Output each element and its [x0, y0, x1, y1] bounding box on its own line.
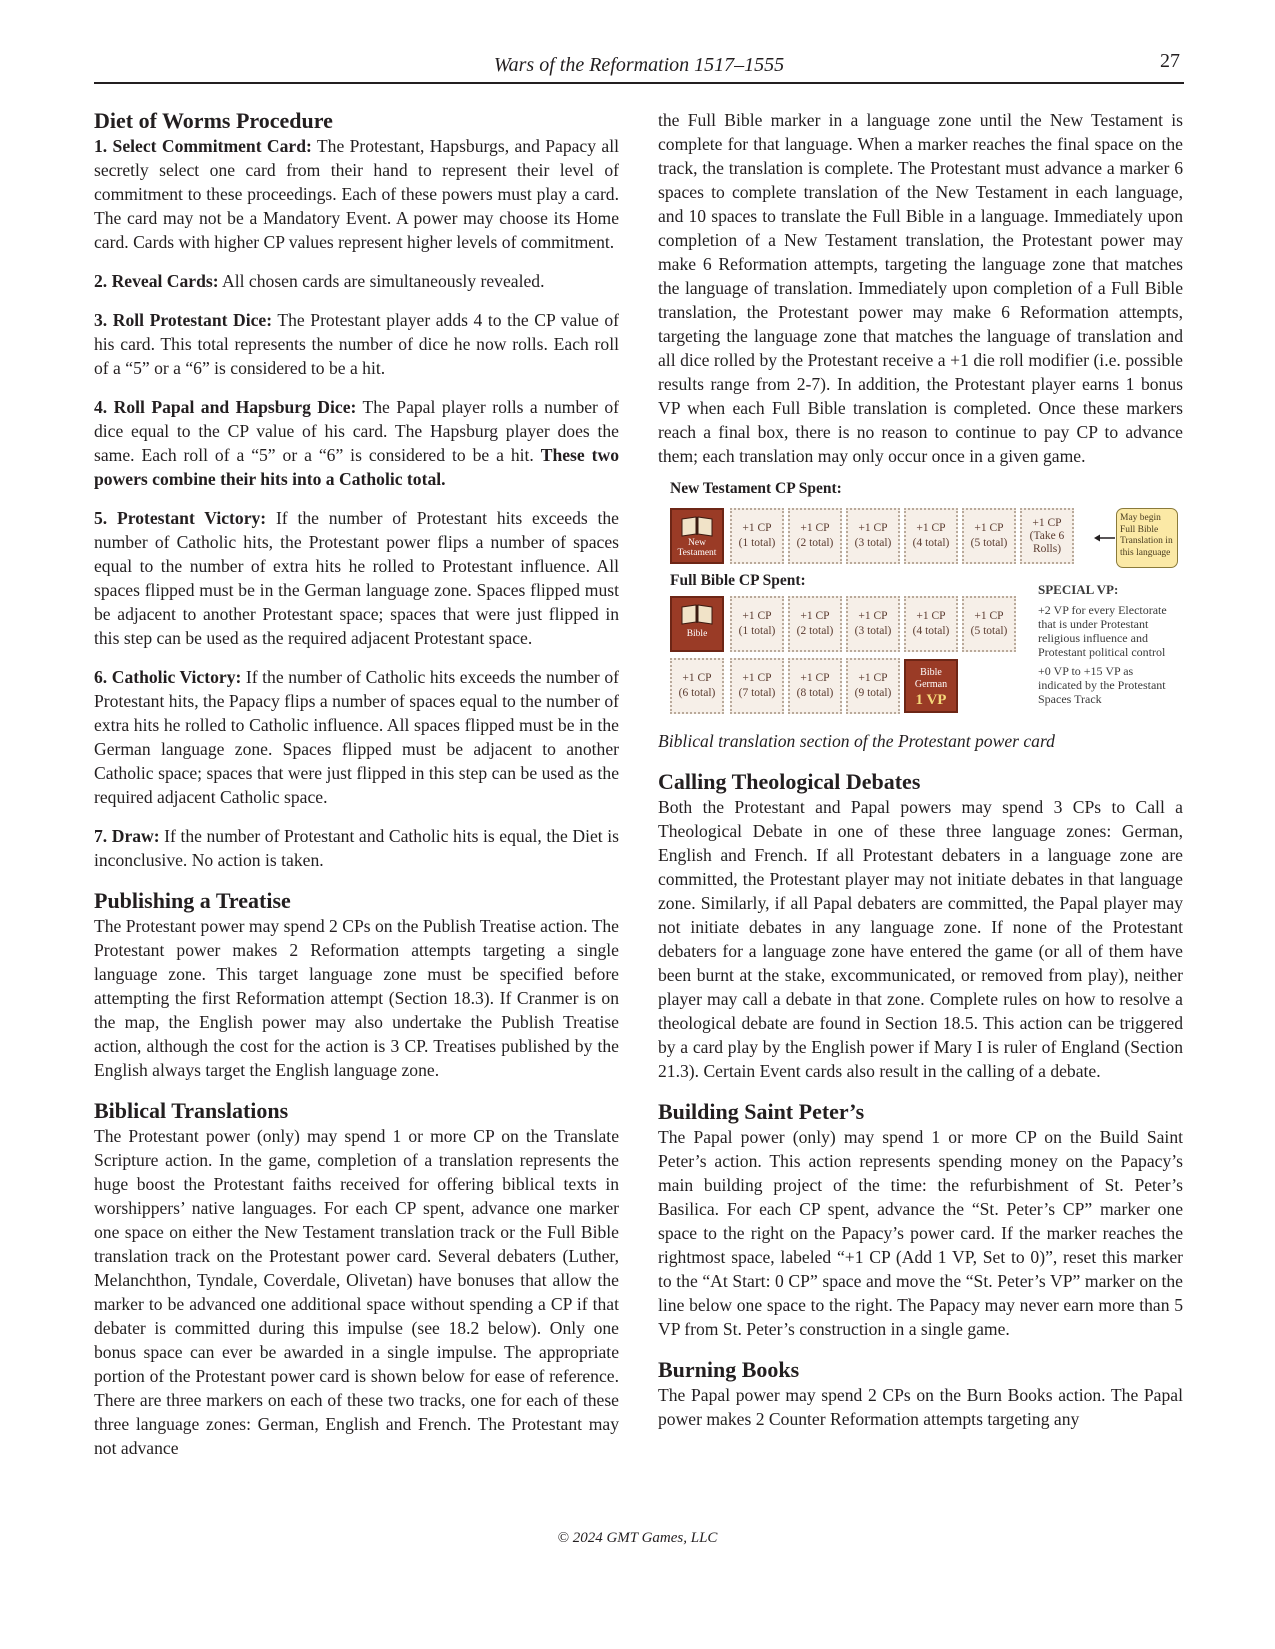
- fb-cell-4: [904, 596, 958, 652]
- fb-cell-1: [730, 596, 784, 652]
- cell-line: (3 total): [854, 537, 892, 549]
- new-testament-icon-label: New Testament: [677, 538, 717, 558]
- cell-line: (Take 6: [1029, 529, 1065, 542]
- nt-cell-5: [962, 508, 1016, 564]
- right-column: [658, 108, 1183, 1431]
- step-title: 5. Protestant Victory:: [94, 508, 267, 528]
- cell-line: (9 total): [854, 687, 892, 699]
- fb-cell-5: [962, 596, 1016, 652]
- theological-debates-text: Both the Protestant and Papal powers may spend 3 CPs to Call a Theological Debate in one of these three language zones: German, English and French. If all Protestant debaters in a language zone are committed, the Protestant player may not initiate debates in that language zone. Similarly, if all Papal debaters are committed, the Papal player may not initiate debates in any language zone. If none of the Protestant debaters for a language zone have entered the game (or all of them have been burnt at the stake, excommunicated, or removed from play), neither player may call a debate in that zone. Complete rules on how to resolve a theological debate are found in Section 18.5. This action can be triggered by a card play by the English power if Mary I is ruler of England (Section 21.3). Certain Event cards also result in the calling of a debate.: [658, 797, 1183, 1081]
- translation-continuation-text: the Full Bible marker in a language zone until the New Testament is complete for that language. When a marker reaches the final space on the track, the translation is complete. The Protestant must advance a marker 6 spaces to complete translation of the New Testament in each language, and 10 spaces to translate the Full Bible in a language. Immediately upon completion of a New Testament translation, the Protestant power may make 6 Reformation attempts, targeting the language zone that matches the language of translation. Immediately upon completion of a Full Bible translation, the Protestant power may make 6 Reformation attempts, targeting the language zone that matches the language of translation and all dice rolled by the Protestant receive a +1 die roll modifier (i.e. possible results range from 2-7). In addition, the Protestant player earns 1 bonus VP when each Full Bible translation is completed. Once these markers reach a final box, there is no reason to continue to pay CP to advance them; each translation may only occur once in a given game.: [658, 110, 1183, 466]
- cell-line: Rolls): [1032, 542, 1062, 555]
- cell-line: (4 total): [912, 537, 950, 549]
- step-text: The Papal player rolls a number of dice equal to the CP value of his card. The Hapsburg player does the same. Each roll of a “5” or a “6” is considered to be a hit.: [94, 397, 619, 465]
- cell-line: +1 CP: [742, 672, 772, 684]
- step-text: If the number of Catholic hits exceeds the number of Protestant hits, the Papacy flips a number of spaces equal to the number of extra hits he rolled to Catholic influence. All spaces flipped must be in the German language zone. Spaces flipped must be adjacent to another Catholic space; spaces that were just flipped in this step can be used as the required adjacent Catholic space.: [94, 667, 619, 807]
- fb-cell-6: [670, 658, 724, 714]
- biblical-translations-text: The Protestant power (only) may spend 1 or more CP on the Translate Scripture action. In the game, completion of a translation represents the huge boost the Protestant faiths received for offering biblical texts in worshippers’ native languages. For each CP spent, advance one marker one space on either the New Testament translation track or the Full Bible translation track on the Protestant power card. Several debaters (Luther, Melanchthon, Tyndale, Coverdale, Olivetan) have bonuses that allow the marker to be advanced one additional space without spending a CP if that debater is committed during this impulse (see 18.2 below). Only one bonus space can ever be awarded in a single impulse. The appropriate portion of the Protestant power card is shown below for ease of reference. There are three markers on each of these two tracks, one for each of these three language zones: German, English and French. The Protestant may not advance: [94, 1126, 619, 1458]
- burning-books-heading: Burning Books: [658, 1357, 800, 1382]
- step-1: [94, 134, 619, 254]
- copyright-footer: © 2024 GMT Games, LLC: [557, 1530, 718, 1546]
- diet-of-worms-heading: Diet of Worms Procedure: [94, 108, 333, 133]
- vp-box-value: 1 VP: [915, 692, 947, 708]
- step-title: 1. Select Commitment Card:: [94, 136, 312, 156]
- cell-line: +1 CP: [800, 672, 830, 684]
- fb-cell-3: [846, 596, 900, 652]
- cell-line: +1 CP: [916, 522, 946, 534]
- full-bible-icon-label: Bible: [686, 629, 708, 639]
- step-title: 6. Catholic Victory:: [94, 667, 242, 687]
- cell-line: (2 total): [796, 537, 834, 549]
- cell-line: +1 CP: [742, 522, 772, 534]
- nt-cell-4: [904, 508, 958, 564]
- translation-track-figure: [658, 480, 1183, 725]
- cell-line: (1 total): [738, 537, 776, 549]
- step-3: [94, 308, 619, 380]
- page-header: [94, 48, 1184, 84]
- arrow-left-icon: [1094, 533, 1116, 543]
- cell-line: (8 total): [796, 687, 834, 699]
- step-text: If the number of Protestant hits exceeds the number of Catholic hits, the Protestant power flips a number of spaces equal to the number of extra hits he rolled to Protestant influence. All spaces flipped must be in the German language zone. Spaces flipped must be adjacent to another Protestant space; spaces that were just flipped in this step can be used as the required adjacent Protestant space.: [94, 508, 619, 648]
- vp-box-line: Bible: [920, 667, 942, 678]
- step-title: 4. Roll Papal and Hapsburg Dice:: [94, 397, 357, 417]
- publishing-treatise-heading: Publishing a Treatise: [94, 888, 291, 913]
- cell-line: +1 CP: [800, 522, 830, 534]
- special-vp-panel: [1038, 582, 1180, 711]
- cell-line: +1 CP: [916, 610, 946, 622]
- cell-line: (1 total): [738, 625, 776, 637]
- figure-caption: Biblical translation section of the Protestant power card: [658, 731, 1055, 751]
- fb-cell-9: [846, 658, 900, 714]
- full-bible-icon: [670, 596, 724, 652]
- cell-line: (6 total): [678, 687, 716, 699]
- step-text: The Protestant, Hapsburgs, and Papacy all secretly select one card from their hand to represent their level of commitment to these proceedings. Each of these powers must play a card. The card may not be a Mandatory Event. A power may choose its Home card. Cards with higher CP values represent higher levels of commitment.: [94, 136, 619, 252]
- step-5: [94, 506, 619, 650]
- nt-cell-1: [730, 508, 784, 564]
- bible-german-vp-box: [904, 659, 958, 713]
- step-2: [94, 269, 619, 293]
- cell-line: (3 total): [854, 625, 892, 637]
- publishing-treatise-text: The Protestant power may spend 2 CPs on the Publish Treatise action. The Protestant power makes 2 Reformation attempts targeting a single language zone. This target language zone must be specified before attempting the first Reformation attempt (Section 18.3). If Cranmer is on the map, the English power may also undertake the Publish Treatise action, although the cost for the action is 3 CP. Treatises published by the English always target the English language zone.: [94, 916, 619, 1080]
- cell-line: +1 CP: [974, 522, 1004, 534]
- nt-cell-6: [1020, 508, 1074, 564]
- saint-peters-heading: Building Saint Peter’s: [658, 1099, 865, 1124]
- cell-line: (5 total): [970, 537, 1008, 549]
- fb-cell-7: [730, 658, 784, 714]
- cell-line: +1 CP: [974, 610, 1004, 622]
- step-text: If the number of Protestant and Catholic hits is equal, the Diet is inconclusive. No action is taken.: [94, 826, 619, 870]
- cell-line: +1 CP: [858, 522, 888, 534]
- nt-cell-2: [788, 508, 842, 564]
- cell-line: +1 CP: [1032, 516, 1062, 529]
- step-text: The Protestant player adds 4 to the CP value of his card. This total represents the number of dice he now rolls. Each roll of a “5” or a “6” is considered to be a hit.: [94, 310, 619, 378]
- step-title: 2. Reveal Cards:: [94, 271, 219, 291]
- saint-peters-text: The Papal power (only) may spend 1 or more CP on the Build Saint Peter’s action. This action represents spending money on the Papacy’s main building project of the time: the refurbishment of St. Peter’s Basilica. For each CP spent, advance the “St. Peter’s CP” marker one space to the right on the Papacy’s power card. If the marker reaches the rightmost space, labeled “+1 CP (Add 1 VP, Set to 0)”, reset this marker to the “At Start: 0 CP” space and move the “St. Peter’s VP” marker on the line below one space to the right. The Papacy may never earn more than 5 VP from St. Peter’s construction in a single game.: [658, 1127, 1183, 1339]
- step-title: 3. Roll Protestant Dice:: [94, 310, 273, 330]
- cell-line: +1 CP: [682, 672, 712, 684]
- new-testament-track-label: New Testament CP Spent:: [670, 480, 842, 497]
- step-title: 7. Draw:: [94, 826, 160, 846]
- new-testament-icon: [670, 508, 724, 564]
- special-vp-title: SPECIAL VP:: [1038, 582, 1119, 597]
- book-icon: [680, 603, 714, 625]
- full-bible-unlock-note: May begin Full Bible Translation in this language: [1116, 508, 1178, 568]
- fb-cell-8: [788, 658, 842, 714]
- cell-line: (4 total): [912, 625, 950, 637]
- special-vp-electorate: +2 VP for every Electorate that is under Protestant religious influence and Protestant political control: [1038, 603, 1167, 659]
- special-vp-spaces-track: +0 VP to +15 VP as indicated by the Protestant Spaces Track: [1038, 664, 1166, 706]
- vp-box-line: German: [914, 679, 948, 690]
- cell-line: +1 CP: [858, 610, 888, 622]
- nt-cell-3: [846, 508, 900, 564]
- fb-cell-2: [788, 596, 842, 652]
- burning-books-text: The Papal power may spend 2 CPs on the Burn Books action. The Papal power makes 2 Counter Reformation attempts targeting any: [658, 1385, 1183, 1429]
- cell-line: (2 total): [796, 625, 834, 637]
- book-icon: [680, 515, 714, 537]
- page-number: 27: [1160, 50, 1180, 72]
- theological-debates-heading: Calling Theological Debates: [658, 769, 921, 794]
- step-emphasis: These two powers combine their hits into a Catholic total.: [94, 445, 619, 489]
- step-text: All chosen cards are simultaneously revealed.: [218, 271, 545, 291]
- running-title: Wars of the Reformation 1517–1555: [493, 54, 785, 76]
- cell-line: (5 total): [970, 625, 1008, 637]
- biblical-translations-heading: Biblical Translations: [94, 1098, 289, 1123]
- cell-line: +1 CP: [800, 610, 830, 622]
- step-4: [94, 395, 619, 491]
- cell-line: +1 CP: [858, 672, 888, 684]
- cell-line: (7 total): [738, 687, 776, 699]
- step-7: [94, 824, 619, 872]
- full-bible-track-label: Full Bible CP Spent:: [670, 572, 806, 589]
- step-6: [94, 665, 619, 809]
- cell-line: +1 CP: [742, 610, 772, 622]
- left-column: [94, 108, 619, 1460]
